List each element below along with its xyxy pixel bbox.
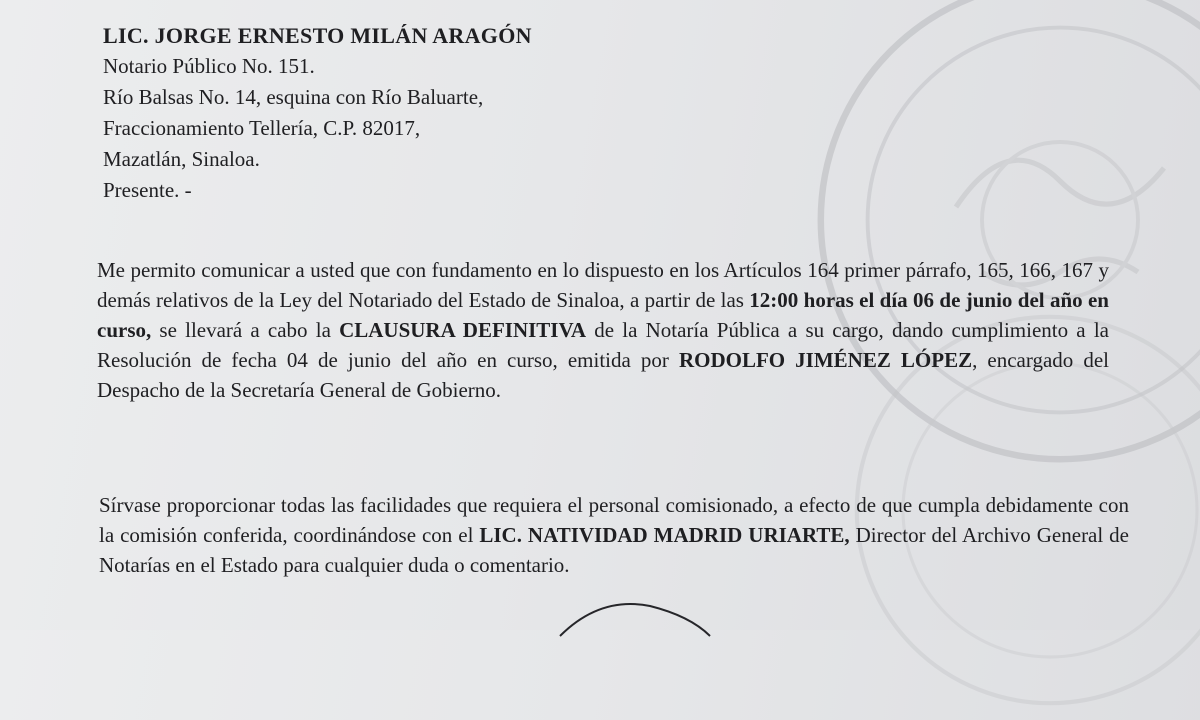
signature-stroke [540,598,760,638]
addressee-block [103,20,532,206]
address-line-2: Fraccionamiento Tellería, C.P. 82017, [103,116,421,140]
p2-text-2: Director del Archivo General de Notarías en el Estado para cualquier duda o comentario. [99,523,1129,577]
cooperation-request-paragraph [99,490,1129,580]
addressee-title: Notario Público No. 151. [103,54,315,78]
p1-text-2: se llevará a cabo la [151,318,340,342]
address-line-1: Río Balsas No. 14, esquina con Río Baluarte, [103,85,484,109]
address-city: Mazatlán, Sinaloa. [103,147,260,171]
p1-text-1: Me permito comunicar a usted que con fundamento en lo dispuesto en los Artículos 164 primer párrafo, 165, 166, 167 y demás relativos de la Ley del Notariado del Estado de Sinaloa, a partir de las [97,258,1109,312]
p1-text-3: de la Notaría Pública a su cargo, dando cumplimiento a la Resolución de fecha 04 de junio del año en curso, emitida por [97,318,1109,372]
closure-notice-paragraph [97,255,1109,405]
issuer-name: RODOLFO JIMÉNEZ LÓPEZ [678,348,973,372]
p1-text-4: , encargado del Despacho de la Secretaría General de Gobierno. [97,348,1110,402]
p2-text-1: Sírvase proporcionar todas las facilidades que requiera el personal comisionado, a efecto de que cumpla debidamente con la comisión conferida, coordinándose con el [99,493,1129,547]
addressee-name: LIC. JORGE ERNESTO MILÁN ARAGÓN [103,23,532,48]
greeting: Presente. - [103,178,192,202]
contact-name: LIC. NATIVIDAD MADRID URIARTE, [479,523,850,547]
closure-type: CLAUSURA DEFINITIVA [339,318,587,342]
closure-datetime: 12:00 horas el día 06 de junio del año en curso, [97,288,1109,342]
